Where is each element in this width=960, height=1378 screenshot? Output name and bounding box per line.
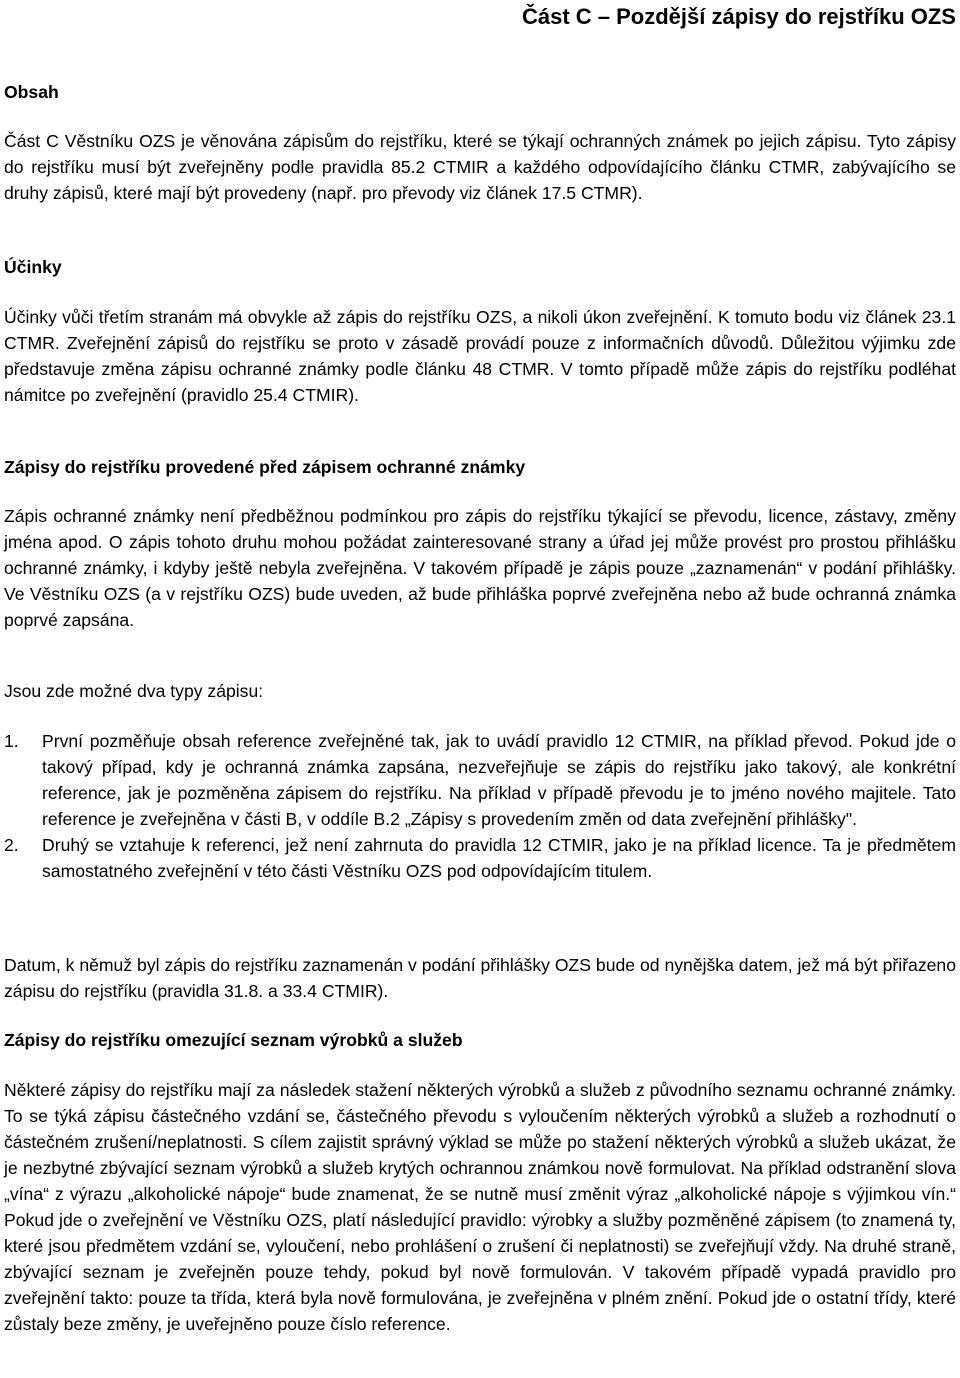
paragraph-obsah: Část C Věstníku OZS je věnována zápisům do rejstříku, které se týkají ochranných známek po jejich zápisu. Tyto zápisy do rejstříku musí být zveřejněny podle pravidla 85.2 CTMIR a každého odpovídajícího článku CTMR, zabývajícího se druhy zápisů, které mají být provedeny (např. pro převody viz článek 17.5 CTMR). (4, 131, 956, 203)
section-heading-obsah: Obsah (4, 82, 59, 102)
paragraph-ucinky: Účinky vůči třetím stranám má obvykle až zápis do rejstříku OZS, a nikoli úkon zveřejnění. K tomuto bodu viz článek 23.1 CTMR. Zveřejnění zápisů do rejstříku se proto v zásadě provádí pouze z informačních důvodů. Důležitou výjimku zde představuje změna zápisu ochranné známky podle článku 48 CTMR. V tomto případě může zápis do rejstříku podléhat námitce po zveřejnění (pravidlo 25.4 CTMIR). (4, 307, 956, 405)
section-heading-zapisy-pred-zapisem: Zápisy do rejstříku provedené před zápisem ochranné známky (4, 457, 526, 477)
zapis-types-list (4, 728, 956, 884)
paragraph-typy-zapisu: Jsou zde možné dva typy zápisu: (4, 681, 264, 701)
paragraph-datum: Datum, k němuž byl zápis do rejstříku zaznamenán v podání přihlášky OZS bude od nynějška datem, jež má být přiřazeno zápisu do rejstříku (pravidla 31.8. a 33.4 CTMIR). (4, 955, 956, 1001)
list-item-text: První pozměňuje obsah reference zveřejněné tak, jak to uvádí pravidlo 12 CTMIR, na příklad převod. Pokud jde o takový případ, kdy je ochranná známka zapsána, nezveřejňuje se zápis do rejstříku jako takový, ale konkrétní reference, jak je pozměněna zápisem do rejstříku. Na příklad v případě převodu je to jméno nového majitele. Tato reference je zveřejněna v části B, v oddíle B.2 „Zápisy s provedením změn od data zveřejnění přihlášky". (42, 731, 956, 829)
section-heading-omezujici-seznam: Zápisy do rejstříku omezující seznam výrobků a služeb (4, 1030, 463, 1050)
list-item-number: 1. (4, 731, 19, 751)
paragraph-omezujici-seznam: Některé zápisy do rejstříku mají za následek stažení některých výrobků a služeb z původního seznamu ochranné známky. To se týká zápisu částečného vzdání se, částečného převodu s vyloučením některých výrobků a služeb a rozhodnutí o částečném zrušení/neplatnosti. S cílem zajistit správný výklad se může po stažení některých výrobků a služeb ukázat, že je nezbytné zbývající seznam výrobků a služeb krytých ochrannou známkou nově formulovat. Na příklad odstranění slova „vína“ z výrazu „alkoholické nápoje“ bude znamenat, že se nutně musí změnit výraz „alkoholické nápoje s výjimkou vín.“ Pokud jde o zveřejnění ve Věstníku OZS, platí následující pravidlo: výrobky a služby pozměněné zápisem (to znamená ty, které jsou předmětem vzdání se, vyloučení, nebo prohlášení o zrušení či neplatnosti) se zveřejňují vždy. Na druhé straně, zbývající seznam je zveřejněn pouze tehdy, pokud byl nově formulován. V takovém případě vypadá pravidlo pro zveřejnění takto: pouze ta třída, která byla nově formulována, je zveřejněna v plném znění. Pokud jde o ostatní třídy, které zůstaly beze změny, je uveřejněno pouze číslo reference. (4, 1080, 956, 1334)
section-heading-ucinky: Účinky (4, 257, 62, 277)
list-item (4, 832, 956, 884)
page-title: Část C – Pozdější zápisy do rejstříku OZS (521, 4, 956, 29)
list-item (4, 728, 956, 832)
list-item-text: Druhý se vztahuje k referenci, jež není zahrnuta do pravidla 12 CTMIR, jako je na příklad licence. Ta je předmětem samostatného zveřejnění v této části Věstníku OZS pod odpovídajícím titulem. (42, 835, 956, 881)
list-item-number: 2. (4, 835, 19, 855)
paragraph-zapisy-pred-zapisem: Zápis ochranné známky není předběžnou podmínkou pro zápis do rejstříku týkající se převodu, licence, zástavy, změny jména apod. O zápis tohoto druhu mohou požádat zainteresované strany a úřad jej může provést pro prostou přihlášku ochranné známky, i kdyby ještě nebyla zveřejněna. V takovém případě je zápis pouze „zaznamenán“ v podání přihlášky. Ve Věstníku OZS (a v rejstříku OZS) bude uveden, až bude přihláška poprvé zveřejněna nebo až bude ochranná známka poprvé zapsána. (4, 506, 956, 630)
